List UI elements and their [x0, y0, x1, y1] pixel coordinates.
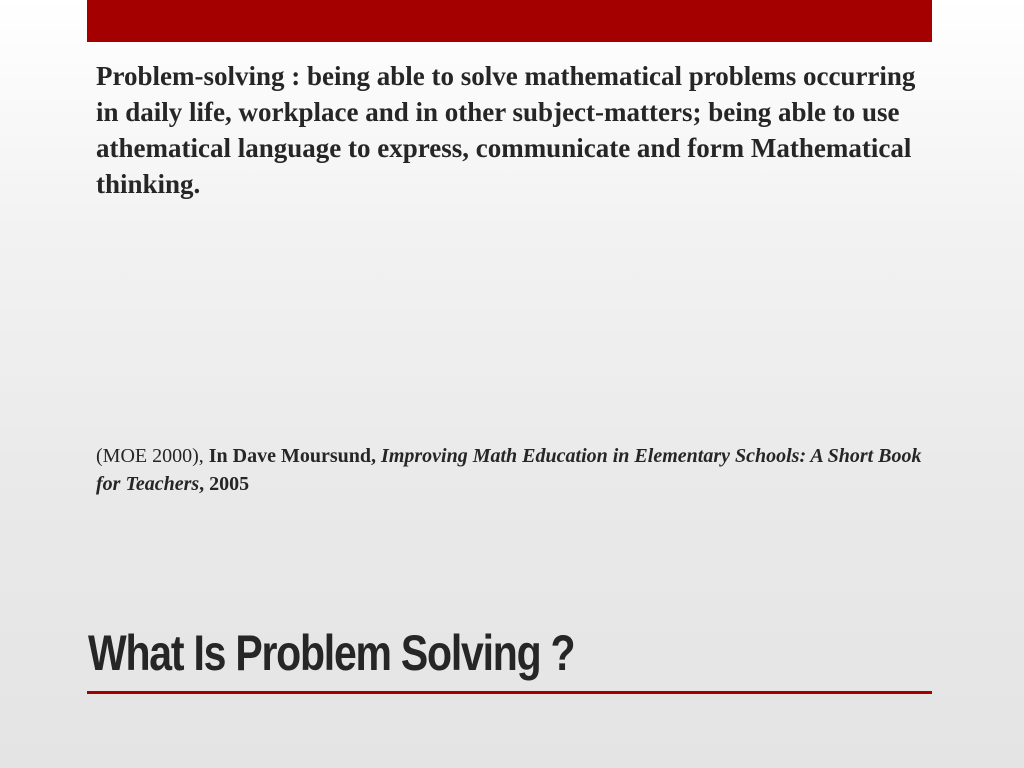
slide-title: What Is Problem Solving ?	[88, 625, 575, 681]
citation	[96, 442, 926, 498]
citation-book-title: Improving Math Education in Elementary Schools: A Short Book for Teachers	[96, 445, 922, 495]
body-paragraph: Problem-solving : being able to solve mathematical problems occurring in daily life, workplace and in other subject-matters; being able to use athematical language to express, communicate and form Mathematical thinking.	[96, 61, 916, 199]
citation-year: , 2005	[199, 473, 250, 495]
title-underline-rule	[87, 691, 932, 694]
citation-source: (MOE 2000),	[96, 445, 209, 467]
top-accent-bar	[87, 0, 932, 42]
citation-author: In Dave Moursund,	[208, 445, 382, 467]
